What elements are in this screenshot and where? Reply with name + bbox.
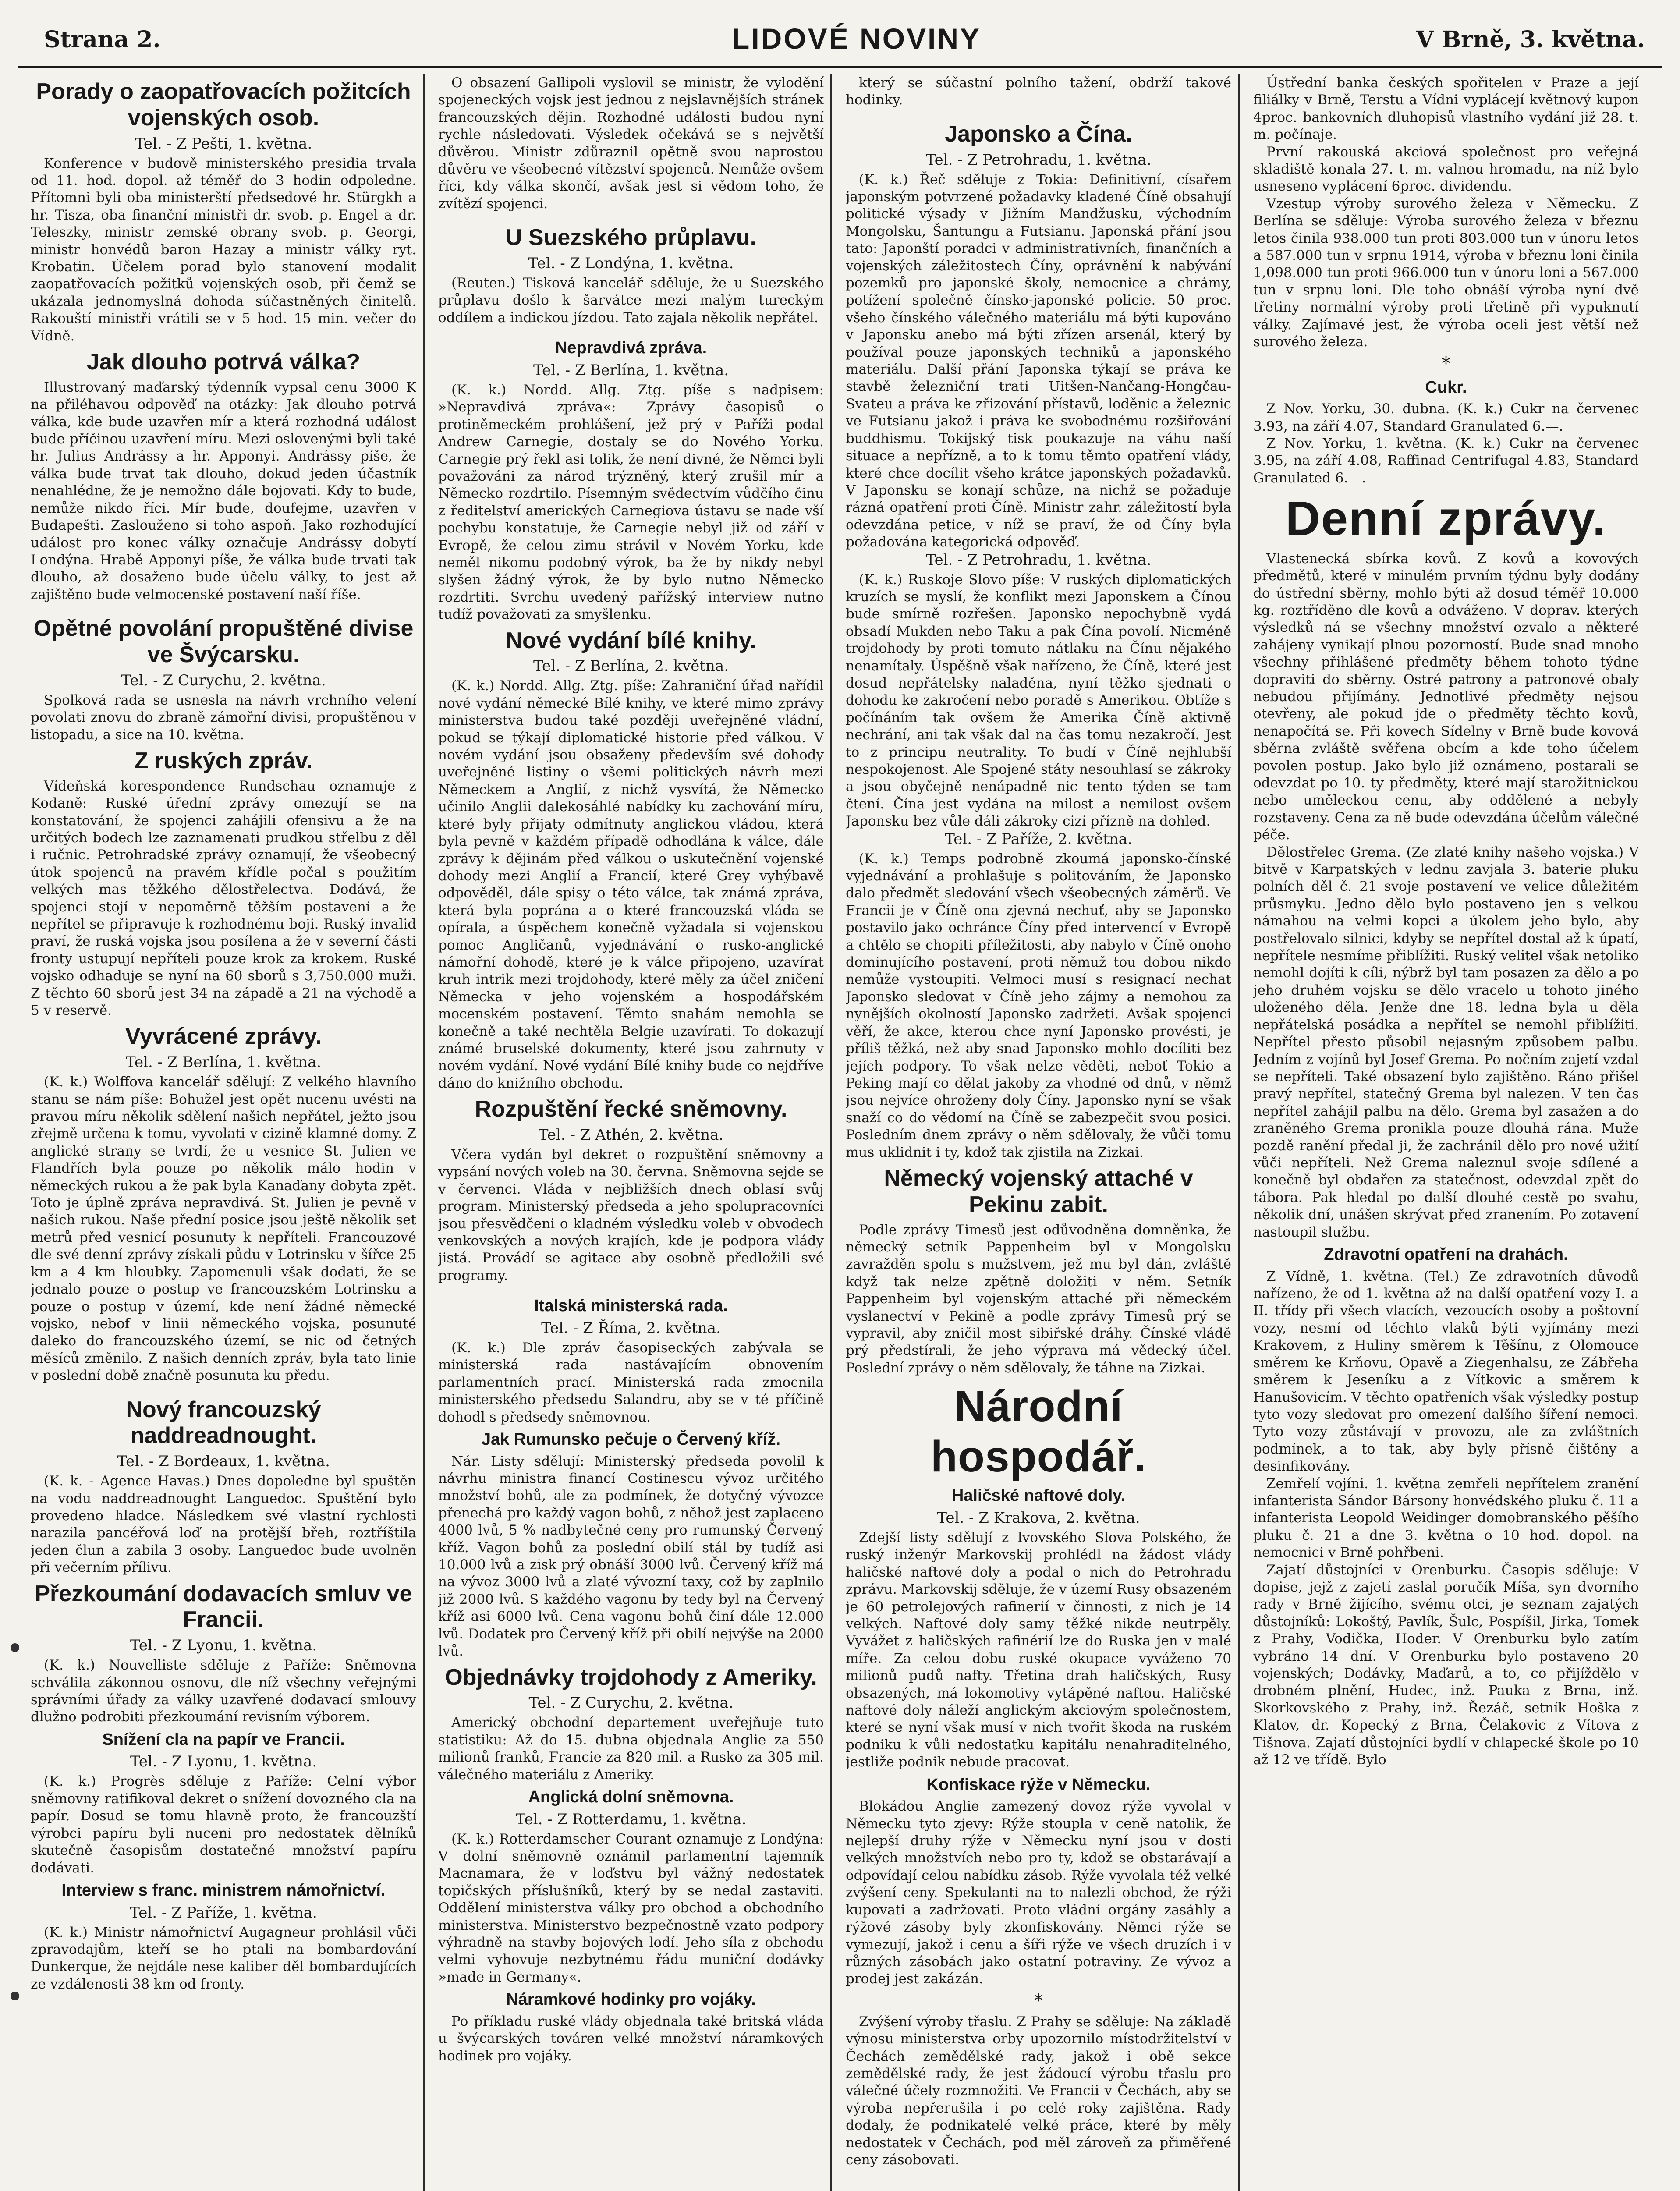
article-headline: Přezkoumání dodavacích smluv ve Francii. [35, 1581, 412, 1633]
dateline: Tel. - Z Londýna, 1. května. [528, 255, 734, 273]
article-headline: Nové vydání bílé knihy. [506, 628, 756, 653]
article-paragraph: (K. k.) Nouvelliste sděluje z Paříže: Sněmovna schválila zákonnou osnovu, dle níž všechny veřejnými správními úřady za války uzavřené dodavací smlouvy dlužno podrobiti přezkoumání revisním výborem. [31, 1657, 416, 1725]
column-rule [830, 74, 832, 2191]
margin-punch-hole [11, 1992, 19, 2000]
dateline: Tel. - Z Paříže, 2. května. [945, 830, 1132, 848]
article-paragraph: První rakouská akciová společnost pro veřejná skladiště konala 27. t. m. valnou hromadu, na níž bylo usneseno vyplácení 6proc. dividendu. [1253, 144, 1639, 195]
article-paragraph: Včera vydán byl dekret o rozpuštění sněmovny a vypsání nových voleb na 30. června. Sněmovna sejde se v červenci. Vláda v nejbližších dnech oblasí svůj program. Ministerský předseda a jeho spolupracovníci jsou přesvědčeni o kladném výsledku voleb v obvodech venkovských a nových krajích, kde je podpora vlády jistá. Provádí se agitace aby osobně předložili své programy. [438, 1146, 824, 1283]
column-3 [846, 74, 1231, 2191]
section-separator: * [1442, 353, 1450, 374]
article-paragraph: (K. k.) Wolffova kancelář sdělují: Z velkého hlavního stanu se nám píše: Bohužel jest opět nucenu uvésti na pravou míru několik sdělení našich nepřátel, ježto jsou zřejmě určena k tomu, vyvolati v cizině klamné domy. Z anglické strany se tvrdí, že u vesnice St. Julien ve Flandřích byla pouze po několik málo hodin v německých rukou a že pak byla Kanaďany dobyta zpět. Toto je úplně zpráva nepravdivá. St. Julien je pevně v našich rukou. Naše přední posice jsou ještě několik set metrů před vesnicí posunuty k nepříteli. Francouzové dle své denní zprávy získali půdu v Lotrinsku v šířce 25 km a 4 km hloubky. Zapomenuli však dodati, že se jednalo pouze o postup ve francouzském Lotrinsku a pouze o postup v území, kde není žádné německé vojsko, nebof v linii německého vojska, posunuté daleko do francouzského území, se nic od četných měsíců změnilo. Z našich denních zpráv, byla tato linie v poslední době značně posunuta ku předu. [31, 1074, 416, 1384]
dateline: Tel. - Z Krakova, 2. května. [937, 1509, 1140, 1527]
dateline: Tel. - Z Curychu, 2. května. [528, 1694, 734, 1712]
dateline: Tel. - Z Athén, 2. května. [538, 1126, 724, 1144]
column-1 [31, 74, 416, 2191]
article-paragraph: Podle zprávy Timesů jest odůvodněna domněnka, že německý setník Pappenheim byl v Mongolsku zavražděn spolu s mužstvem, jež mu byl dán, zvláště když tak nelze zpětně doložiti v něm. Setník Pappenheim byl vojenským attaché při německém vyslanectví v Pekině a podle zprávy Timesů prý se vypravil, aby zničil most sibiřské dráhy. Čínské vládě prý předstírali, že jeho výprava má vědecký účel. Poslední zprávy o něm sdělovaly, že táhne na Zizkai. [846, 1222, 1231, 1376]
article-headline: Haličské naftové doly. [951, 1486, 1126, 1505]
article-paragraph: (K. k.) Ruskoje Slovo píše: V ruských diplomatických kruzích se myslí, že konflikt mezi Japonskem a Čínou bude smírně rozřešen. Japonsko nepochybně vydá obsadí Mukden nebo Taku a pak Čína povolí. Nicméně trojdohody by proti tomuto nátlaku na Čínu nějakého nenamítaly. Úspěšně však nařízeno, že Číně, které jest dosud nepřátelsky naladěna, nyní těžko sjednati o dohodu ke zakročení nebo poradě s Amerikou. Obtíže s počínáním tak ovšem že Amerika Číně aktivně nechrání, ani tak však dal na čas tomu nezakročí. Jest to z principu neutrality. To budí v Číně nejhlubší nespokojenost. Ale Spojené státy nesouhlasí se zákroky a jsou obyčejně nenápadně nic tento týden se tam čtení. Čína jest vydána na milost a nemilost ovšem Japonsku bez vůle dáli zákroky cizí přízně na dohled. [846, 571, 1231, 830]
dateline: Tel. - Z Říma, 2. května. [541, 1319, 721, 1337]
article-paragraph: (K. k.) Progrès sděluje z Paříže: Celní výbor sněmovny ratifikoval dekret o snížení dovozného cla na papír. Dosud se tomu hlavně proto, že francouzští výrobci papíru byli nuceni pro nedostatek dělníků skutečně časopisům dostatečné množství papíru dodávati. [31, 1773, 416, 1876]
article-headline: Japonsko a Čína. [945, 121, 1132, 147]
article-paragraph: (K. k.) Rotterdamscher Courant oznamuje z Londýna: V dolní sněmovně oznámil parlamentní tajemník Macnamara, že v loďstvu byl vážný nedostatek topičských příslušníků, který by se nedal zastaviti. Oddělení ministerstva války pro obchod a obchodního ministerstva. Ministerstvo bezpečnostně vzato podpory výhradně na stavby bojových lodí. Jeho síla z obchodu velmi vyhovuje nezbytnému řádu muniční dodávky »made in Germany«. [438, 1831, 824, 1985]
spacer [438, 1284, 824, 1292]
article-headline: U Suezského průplavu. [505, 225, 757, 251]
article-paragraph: který se súčastní polního tažení, obdrží takové hodinky. [846, 75, 1231, 108]
dateline: Tel. - Z Paříže, 1. května. [130, 1904, 317, 1922]
article-headline: Jak Rumunsko pečuje o Červený kříž. [481, 1430, 781, 1449]
article-headline: Nový francouzský naddreadnought. [126, 1397, 321, 1449]
dateline: Tel. - Z Berlína, 1. května. [533, 361, 729, 379]
article-headline: Nepravdivá zpráva. [555, 339, 707, 358]
article-paragraph: Ústřední banka českých spořitelen v Praze a její filiálky v Brně, Terstu a Vídni vyplácejí květnový kupon 4proc. bankovních dluhopisů vlastního vydání již 28. t. m. počínaje. [1253, 75, 1639, 143]
article-paragraph: O obsazení Gallipoli vyslovil se ministr, že vylodění spojeneckých vojsk jest jednou z nejslavnějších stránek francouzských dějin. Rozhodné události budou nyní rychle následovati. Výsledek očekává se s největší důvěrou. Ministr zdůraznil opětně svou naprostou důvěru ve všeobecné vítězství spojenců. Nemůže ovšem říci, kdy válka skončí, avšak jest si vědom toho, že zvítězí spojenci. [438, 75, 824, 212]
article-paragraph: (K. k.) Řeč sděluje z Tokia: Definitivní, císařem japonským potvrzené požadavky kladené Číně obsahují politické výsady v Jižním Mandžusku, východním Mongolsku, Šantungu a Futsianu. Japonská přání jsou tato: Japonští poradci v administrativních, finančních a vojenských záležitostech Číny, oprávnění k nabývání pozemků pro japonské školy, nemocnice a chrámy, potížení společně čínsko-japonské policie. 50 proc. všeho čínského válečného materiálu má býti kupováno v Japonsku anebo má býti zřízen arsenál, který by používal pouze japonských techniků a japonského materiálu. Další přání Japonska týkají se práva ke stavbě železniční trati Uitšen-Nančang-Hongčau-Svateu a práva ke zřizování přístavů, loděnic a železnic ve Futsianu jakož i práva ke svobodnému rozšiřování buddhismu. Tokijský tisk poukazuje na váhu naší situace a nepřízně, a to k tomu těmto opatření vlády, které chce docílit všeho krátce japonských požadavků. V Japonsku se konají schůze, na nichž se požaduje rázná opatření proti Číně. Ministr zahr. záležitostí byla odevzdána petice, v níž se praví, že od Číny byla požadována kategorická odpověď. [846, 171, 1231, 550]
article-paragraph: Z Vídně, 1. května. (Tel.) Ze zdravotních důvodů nařízeno, že od 1. května až na další opatření vozy I. a II. třídy při všech vlacích, vezoucích osoby a poštovní vozy, nesmí od těchto vlaků býti vyjímány mezi Krakovem, z Huliny směrem k Těšínu, z Olomouce směrem ke Krňovu, Opavě a Ziegenhalsu, ze Zábřeha směrem k Jeseníku a z Vítkovic a směrem k Hanušovicím. V těchto opatřeních však výsledky postup tyto vozy sledovat pro omezení dalšího šíření nemoci. Tyto vozy zůstávají v provozu, ale za zvláštních podmínek, a to tak, aby byly přísně čištěny a desinfikovány. [1253, 1268, 1639, 1475]
section-separator: * [1034, 1990, 1043, 2011]
article-paragraph: (K. k.) Nordd. Allg. Ztg. píše s nadpisem: »Nepravdivá zpráva«: Zprávy časopisů o protiněmeckém prohlášení, jež prý v Paříži podal Andrew Carnegie, dostaly se do Nového Yorku. Carnegie prý řekl asi tolik, že není divné, že Němci byli považováni za národ trýzněný, který zrušil mír a Německo rozdrtilo. Písemným svědectvím vůdčího činu z ředitelství amerických Carnegiova ústavu se nade vší pochybu konstatuje, že Carnegie nebyl již od září v Evropě, že celou zimu strávil v Novém Yorku, kde neměl nikomu podobný výrok, ba že by nikdy nebyl slyšen žádný výrok, že by bylo nutno Německo rozdrtiti. Svrchu uvedený pařížský interview nutno tudíž považovati za smyšlenku. [438, 382, 824, 623]
article-headline: Zdravotní opatření na drahách. [1324, 1245, 1568, 1264]
article-headline: Porady o zaopatřovacích požitcích vojenských osob. [36, 79, 411, 131]
article-paragraph: Vzestup výroby surového železa v Německu. Z Berlína se sděluje: Výroba surového železa v březnu letos činila 938.000 tun proti 803.000 tun v únoru letos a 587.000 tun v srpnu 1914, výroba v březnu loni činila 1,098.000 tun proti 966.000 tun v únoru loni a 567.000 tun v srpnu loni. Dle toho obnáší výroba nyní dvě třetiny normální výroby proti třetině při vypuknutí války. Zajímavé jest, že výroba oceli jest větší než surového železa. [1253, 195, 1639, 350]
article-paragraph: Spolková rada se usnesla na návrh vrchního velení povolati znovu do zbraně zámořní divisi, propuštěnou v listopadu, a sice na 10. května. [31, 692, 416, 743]
article-headline: Konfiskace rýže v Německu. [926, 1775, 1151, 1794]
article-paragraph: Z Nov. Yorku, 1. května. (K. k.) Cukr na červenec 3.95, na září 4.08, Raffinad Centrifugal 4.83, Standard Granulated 6.—. [1253, 436, 1639, 486]
article-paragraph: (K. k.) Ministr námořnictví Augagneur prohlásil vůči zpravodajům, kteří se ho ptali na bombardování Dunkerque, že nejdále nese kaliber děl bombardujících ze vzdálenosti 38 km od fronty. [31, 1924, 416, 1992]
dateline: Tel. - Z Petrohradu, 1. května. [925, 151, 1152, 169]
article-headline: Jak dlouho potrvá válka? [86, 349, 361, 375]
article-headline: Cukr. [1425, 378, 1467, 397]
article-headline: Národní hospodář. [930, 1382, 1147, 1482]
article-paragraph: Nár. Listy sdělují: Ministerský předseda povolil k návrhu ministra financí Costinescu vývoz určitého množství bohů, ale za podmínek, že dotyčný vývozce přenechá pro každý vagon bohů, z něhož jest zaplaceno 4000 lvů, 5 % nadbytečné ceny pro rumunský Červený kříž. Vagon bohů za poslední obilí stál by tudíž asi 10.000 lvů a zisk prý obnáší 3000 lvů. Červený kříž má na vývoz 3000 lvů a zlaté vývozní taxy, což by zaplnilo již 2000 lvů. S každého vagonu by tedy byl na Červený kříž asi 6000 lvů. Cena vagonu bohů činí dále 12.000 lvů. Dodatek pro Červený kříž při obilí nejvýše na 2000 lvů. [438, 1453, 824, 1659]
article-paragraph: (K. k. - Agence Havas.) Dnes dopoledne byl spuštěn na vodu naddreadnought Languedoc. Spuštění bylo provedeno hladce. Následkem své vlastní rychlosti narazila pancéřová loď na protější břeh, roztříštila jeden člun a zabila 3 osoby. Languedoc bude uvolněn při večerním přílivu. [31, 1473, 416, 1576]
masthead [18, 18, 1662, 68]
article-headline: Náramkové hodinky pro vojáky. [506, 1990, 756, 2009]
spacer [31, 1385, 416, 1393]
article-paragraph: (K. k.) Dle zpráv časopiseckých zabývala se ministerská rada nastávajícím obnovením parlamentních prací. Ministerská rada zmocnila ministerského předsedu Salandru, aby se v té příčině dohodl s předsedy sněmovnou. [438, 1340, 824, 1425]
issue-date: V Brně, 3. května. [1416, 26, 1645, 53]
page-number: Strana 2. [44, 26, 161, 53]
newspaper-title: LIDOVÉ NOVINY [732, 22, 982, 55]
article-paragraph: Z Nov. Yorku, 30. dubna. (K. k.) Cukr na červenec 3.93, na září 4.07, Standard Granulated 6.—. [1253, 401, 1639, 434]
article-paragraph: Illustrovaný maďarský týdenník vypsal cenu 3000 K na přiléhavou odpověď na otázky: Jak dlouho potrvá válka, kde bude uzavřen mír a která rozhodná událost bude příčinou uzavření míru. Mezi oslovenými byli také hr. Julius Andrássy a hr. Apponyi. Andrássy píše, že válka bude trvat tak dlouho, dokud jeden účastník nenahlédne, že je nemožno dále bojovati. Kdy to bude, nemůže nikdo říci. Mír bude, doufejme, uzavřen v Budapešti. Zaslouženo si toho aspoň. Jako rozhodující událost pro konec války označuje Andrássy dobytí Londýna. Hrabě Apponyi píše, že válka bude trvati tak dlouho, až dosaženo bude účelu války, to jest až zajištěno bude velmocenské postavení naší říše. [31, 379, 416, 603]
dateline: Tel. - Z Berlína, 2. května. [533, 657, 729, 675]
article-headline: Interview s franc. ministrem námořnictví. [61, 1881, 386, 1900]
article-paragraph: Zdejší listy sdělují z lvovského Slova Polského, že ruský inženýr Markovskij prohlédl na žádost vlády haličské naftové doly a podal o nich do Petrohradu zprávu. Markovskij sděluje, že v území Rusy obsazeném je 60 petrolejových rafinerií v činnosti, z nich je 14 velkých. Naftové doly samy těžké nikde neutrpěly. Vyvážet z haličských rafinérií lze do Ruska jen v malé míře. Za celou dobu ruské okupace vyváženo 70 milionů pudů nafty. Třetina drah haličských, Rusy obsazených, má lokomotivy vytápěné naftou. Haličské naftové doly náleží anglickým akciovým společnostem, které se nyní však musí v nich tvořit škoda na ruském podniku k vůli nedostatku kapitálu nenahraditelného, jestliže podnik nebude pracovat. [846, 1529, 1231, 1770]
article-headline: Opětné povolání propuštěné divise ve Švýcarsku. [33, 616, 414, 667]
article-paragraph: Zajatí důstojníci v Orenburku. Časopis sděluje: V dopise, jejž z zajetí zaslal poručík Míša, syn dvorního rady v Brně žijícího, svému otci, je seznam zajatých důstojníků: Lokoštý, Pavlík, Šulc, Pospíšil, Jirka, Tomek z Prahy, Vodička, Hoder. V Orenburku bylo zatím vybráno 14 dní. V Orenburku bylo postaveno 20 vojenských; Dodávky, Maďarů, a to, co přijíždělo v drobném plnění, Hudec, inž. Pauka z Brna, inž. Skorkovského z Prahy, inž. Řezáč, setník Hoška z Klatov, dr. Kopecký z Brna, Čelakovic z Vítova z Tišnova. Zajatí důstojníci bydlí v chlapecké škole po 10 až 12 ve třídě. Bylo [1253, 1562, 1639, 1768]
spacer [438, 326, 824, 334]
article-headline: Objednávky trojdohody z Ameriky. [445, 1664, 817, 1690]
spacer [846, 109, 1231, 117]
article-paragraph: Americký obchodní departement uveřejňuje tuto statistiku: Až do 15. dubna objednala Anglie za 550 milionů franků, Francie za 820 mil. a Rusko za 305 mil. válečného materiálu z Ameriky. [438, 1715, 824, 1783]
article-paragraph: Zemřelí vojíni. 1. května zemřeli nepřítelem zranění infanterista Sándor Bársony honvédského pluku č. 11 a infanterista Leopold Weidinger domobranského pěšího pluku č. 21 a dne 3. května o 10 hod. dopol. na nemocnici v Brně pohřbeni. [1253, 1475, 1639, 1561]
column-rule [1238, 74, 1240, 2191]
article-headline: Německý vojenský attaché v Pekinu zabit. [884, 1165, 1193, 1217]
article-paragraph: Blokádou Anglie zamezený dovoz rýže vyvolal v Německu tyto zjevy: Rýže stoupla v ceně natolik, že nejlepší druhy rýže v Německu nyní jsou v dosti velkých množstvích nebo pro ty, kdož se obstarávají a odpovídají celou nabídku zásob. Rýže vyvolala též velké zvýšení ceny. Spekulanti na to nalezli obchod, že rýži kupovati a zadržovati. Proto vládní orgány zasáhly a rýžové zásoby byly zkonfiskovány. Němci rýže se vymezují, jakož i cenu a šíři rýže ve všech druzích i v různých zásobách jako ostatní potraviny. Ze vývoz a prodej jest zakázán. [846, 1798, 1231, 1987]
article-paragraph: Zvýšení výroby třaslu. Z Prahy se sděluje: Na základě výnosu ministerstva orby upozornilo místodržitelství v Čechách zemědělské rady, jakož i obě sekce zemědělské rady, že jest žádoucí výrobu třaslu pro válečné účely rozmnožiti. Ve Francii v Čechách, aby se výroba nepřerušila i po celé roky zajištěna. Rady dodaly, že podnikatelé velké práce, které by měly nedostatek v Čechách, pod měl zároveň za přiměřené ceny zásobovati. [846, 2014, 1231, 2168]
article-paragraph: Konference v budově ministerského presidia trvala od 11. hod. dopol. až téměř do 3 hodin odpoledne. Přítomni byli oba ministerští předsedové hr. Stürgkh a hr. Tisza, oba finanční ministři dr. svob. p. Engel a dr. Teleszky, ministr zemské obrany svob. p. Georgi, ministr honvédů baron Hazay a ministr války ryt. Krobatin. Účelem porad bylo stanovení modalit zaopatřovacích požitků vojenských osob, při čemž se ukázala jednomyslná dohoda súčastněných činitelů. Rakouští ministři vrátili se v 5 hod. 15 min. večer do Vídně. [31, 155, 416, 344]
article-headline: Italská ministerská rada. [534, 1297, 728, 1315]
article-paragraph: (Reuten.) Tisková kancelář sděluje, že u Suezského průplavu došlo k šarvátce mezi malým tureckým oddílem a indickou jízdou. Tato zajala několik nepřátel. [438, 275, 824, 326]
article-headline: Z ruských zpráv. [134, 748, 313, 773]
article-headline: Anglická dolní sněmovna. [528, 1787, 734, 1806]
article-paragraph: (K. k.) Temps podrobně zkoumá japonsko-čínské vyjednávání a prohlašuje s politováním, že Japonsko dalo předmět sledování všech všeobecných záměrů. Ve Francii je v Číně ona zjevná nechuť, aby se Japonsko postavilo jako ochránce Číny před intervencí v Evropě a chtělo se chopiti příležitosti, aby nabylo v Číně onoho dominujícího postavení, proti němuž tou dobou nikdo nemůže vystoupiti. Velmoci musí s resignací nechat Japonsko sledovat v Číně jeho zájmy a nemohou za nynějších okolností Japonsko zadržeti. Avšak spojenci věří, že akce, kterou chce nyní Japonsko provésti, je příliš těžká, než aby snad Japonsko mohlo docíliti bez jejích podpory. To však nelze věděti, neboť Tokio a Peking mají co dělat jakoby za vhodné od dnů, v němž jsou nejvíce ohroženy doly Číny. Japonsko nyní se však snaží co do vědomí na Číně se zabezpečit svou posici. Posledním dnem zprávy o něm sdělovaly, že vůči tomu mus uklidnit i ty, kdož tak zjistila na Zizkai. [846, 851, 1231, 1160]
dateline: Tel. - Z Rotterdamu, 1. května. [515, 1810, 747, 1828]
dateline: Tel. - Z Lyonu, 1. května. [130, 1637, 317, 1655]
column-4 [1253, 74, 1639, 2191]
article-paragraph: Vídeňská korespondence Rundschau oznamuje z Kodaně: Ruské úřední zprávy omezují se na konstatování, že spojenci zahájili ofensivu a že na určitých bodech lze zaznamenati prudkou střelbu z děl i ručnic. Petrohradské zprávy oznamují, že všeobecný útok spojenců na pravém křídle počal s použitím velkých mas těžkého dělostřelectva. Dodává, že spojenci stojí v nepoměrně těžším postavení a že nepřítel se připravuje k rozhodnému boji. Ruský invalid praví, že ruská vojska jsou posílena a že v severní části fronty ustupují nepříteli pouze krok za krokem. Ruské vojsko odhaduje se nyní na 60 sborů s 3,750.000 muži. Z těchto 60 sborů jest 34 na západě a 21 na východě a 5 v reservě. [31, 778, 416, 1019]
margin-punch-hole [11, 1643, 19, 1652]
column-2 [438, 74, 824, 2191]
spacer [438, 213, 824, 220]
dateline: Tel. - Z Petrohradu, 1. května. [925, 551, 1152, 569]
dateline: Tel. - Z Lyonu, 1. května. [130, 1753, 317, 1771]
article-headline: Rozpuštění řecké sněmovny. [475, 1096, 787, 1122]
column-rule [423, 74, 425, 2191]
article-paragraph: Dělostřelec Grema. (Ze zlaté knihy našeho vojska.) V bitvě v Karpatských v lednu zavjala 3. baterie pluku polních děl č. 21 svoje postavení ve velice důležitém průsmyku. Jedno dělo bylo postaveno jen s velkou námahou na velmi kopci a úkolem jeho bylo, aby postřelovalo silnici, kdyby se nepřítel dostal až k úpatí, nepřítele nesmíme přiblížiti. Ruský velitel však netoliko nemohl dojíti k cíli, nýbrž byl tam posazen za dělo a po jeho druhém vojsku se dělo vracelo u tohoto jiného uloženého děla. Jenže dne 18. ledna byla u děla nepřátelská posádka a nepřítel se nemohl přiblížiti. Nepřítel přesto působil nejasným způsobem palbu. Jedním z vojínů byl Josef Grema. Po nočním zajetí vzdal se nepříteli. Také obsazení bylo zajištěno. Ráno přišel pravý nepřítel, statečný Grema byl nalezen. V ten čas nepřítel zahájil palbu na dělo. Grema byl zasažen a do zraněného Grema pronikla pouze dlouhá rána. Muže pozdě ranění předal ji, že zachránil dělo pro nové užití vůči nepříteli. Než Grema naleznul svoje sdílené a konečně byl obdařen za statečnost, odevzdal zpět do tábora. Pak hledal po další dlouhé cestě po svahu, několik dní, unášen skrývat před zranením. Po zotavení nastoupil službu. [1253, 844, 1639, 1240]
dateline: Tel. - Z Berlína, 1. května. [125, 1053, 322, 1071]
article-headline: Vyvrácené zprávy. [125, 1024, 322, 1049]
article-headline: Denní zprávy. [1285, 492, 1607, 546]
article-headline: Snížení cla na papír ve Francii. [102, 1730, 345, 1749]
dateline: Tel. - Z Curychu, 2. května. [121, 671, 326, 689]
article-paragraph: (K. k.) Nordd. Allg. Ztg. píše: Zahraniční úřad nařídil nové vydání německé Bílé knihy, ve které mimo zprávy ministerstva budou také později uveřejněné vládní, pokud se týkají diplomatické historie před válkou. V novém vydání jsou obsaženy především své dohody uveřejněné listiny o všemi politických návrh mezi Německem a Anglií, z nichž vysvítá, že Německo učinilo Anglii dalekosáhlé nabídky ku zachování míru, které byly přijaty odmítnuty anglickou vládou, která byla pevně v každém případě odhodlána k válce, dále zprávy k dějinám před válkou o uskutečnění vojenské dohody mezi Anglií a Francií, které Grey vyhýbavě odpověděl, dále spisy o této válce, tak známá zpráva, která byla poprána a o které francouzská vláda se opírala, a úspěchem konečně vyžadala si vojenskou pomoc Angličanů, vyjednávání o rusko-anglické námořní dohodě, které je k válce připojeno, uzavírat kruh intrik mezi trojdohody, které měly za účel zničení Německa v jeho vojenském a hospodářském mocenském postavení. Těmto snahám nemohla se konečně a také nechtěla Belgie uzavírati. To dokazují známé bruselské dokumenty, které jsou zahrnuty v novém vydání. Nové vydání Bílé knihy bude co nejdříve dáno do knižního obchodu. [438, 678, 824, 1091]
newspaper-page [18, 18, 1662, 2191]
article-paragraph: Vlastenecká sbírka kovů. Z kovů a kovových předmětů, které v minulém prvním týdnu byly dodány do ústřední sběrny, mohlo býti až dosud téměř 10.000 kg. roztříděno dle kovů a odváženo. V doprav. kterých výsledků ná se všechny množství ozvalo a některé zahájeny vynikají plnou pozorností. Bude snad mnoho všechny přihlášené předměty během tohoto týdne dopraviti do sběrny. Ostré patrony a patronové obaly nebudou přijímány. Jednotlivé předměty nejsou otevřeny, ale pokud jde o předměty těchto kovů, nenapočítá se. Při kovech Sídelny v Brně bude kovová sběrna zvláště svěřena obcím a kde toho účelem povolen postup. Jako bylo již oznámeno, postarali se odevzdat po 10. ty předměty, které mají starožitnickou nebo uměleckou cenu, aby oddělené a nebyly rozstaveny. Cena za ně bude odevzdána účelům válečné péče. [1253, 550, 1639, 843]
spacer [31, 603, 416, 611]
dateline: Tel. - Z Bordeaux, 1. května. [117, 1453, 330, 1471]
article-paragraph: Po příkladu ruské vlády objednala také britská vláda u švýcarských továren velké množství náramkových hodinek pro vojáky. [438, 2013, 824, 2064]
dateline: Tel. - Z Pešti, 1. května. [135, 135, 312, 152]
